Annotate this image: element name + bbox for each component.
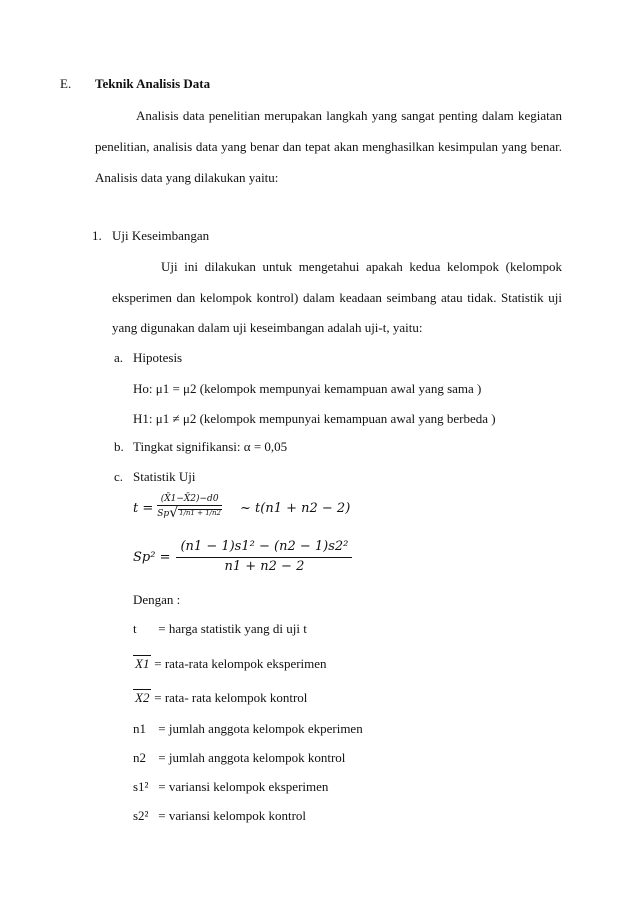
subsection-number: 1.	[92, 228, 102, 243]
t-formula-denominator: Sp√1/n1 + 1/n2	[157, 504, 221, 521]
sp-formula-lhs: Sp² =	[133, 549, 171, 565]
item-c-label: c.	[114, 469, 124, 484]
definition-desc: = variansi kelompok eksperimen	[158, 779, 329, 794]
hypothesis-h0: Ho: μ1 = μ2 (kelompok mempunyai kemampuan awal yang sama )	[133, 381, 482, 396]
definition-row	[133, 779, 328, 795]
pooled-variance-formula	[133, 537, 352, 577]
definition-symbol: X2	[135, 690, 150, 705]
section-letter: E.	[60, 76, 72, 91]
definition-desc: = rata-rata kelompok eksperimen	[154, 656, 327, 671]
definition-row	[133, 750, 345, 766]
t-formula-sp: Sp	[157, 508, 170, 519]
definition-row	[133, 808, 306, 824]
t-statistic-formula	[133, 488, 350, 528]
section-paragraph-line-1: Analisis data penelitian merupakan langkah yang sangat penting dalam kegiatan	[136, 108, 562, 123]
item-a-label: a.	[114, 350, 124, 365]
item-b-label: b.	[114, 439, 124, 454]
definition-symbol: s2²	[133, 808, 149, 823]
definition-row	[133, 689, 307, 706]
item-b-title: Tingkat signifikansi: α = 0,05	[133, 439, 288, 454]
definition-symbol: s1²	[133, 779, 149, 794]
definition-desc: = jumlah anggota kelompok kontrol	[158, 750, 346, 765]
section-title: Teknik Analisis Data	[95, 76, 211, 91]
section-paragraph-line-2: penelitian, analisis data yang benar dan tepat akan menghasilkan kesimpulan yang benar.	[95, 139, 562, 154]
t-formula-sqrt-b: 1/n2	[205, 509, 221, 518]
definition-symbol: n2	[133, 750, 146, 765]
definition-row	[133, 721, 363, 737]
definitions-intro: Dengan :	[133, 592, 181, 607]
subsection-paragraph-line-2: eksperimen dan kelompok kontrol) dalam keadaan seimbang atau tidak. Statistik uji	[112, 290, 562, 305]
sp-formula-numerator: (n1 − 1)s1² − (n2 − 1)s2²	[176, 540, 352, 557]
t-formula-sqrt: 1/n1 + 1/n2	[179, 509, 221, 518]
t-formula-fraction	[157, 495, 222, 521]
definition-symbol: n1	[133, 721, 146, 736]
definition-desc: = variansi kelompok kontrol	[158, 808, 307, 823]
t-formula-numerator: (X̄1−X̄2)−d0	[157, 495, 222, 506]
section-paragraph-line-3: Analisis data yang dilakukan yaitu:	[95, 170, 279, 185]
definition-desc: = jumlah anggota kelompok ekperimen	[158, 721, 363, 736]
definition-desc: = harga statistik yang di uji t	[158, 621, 307, 636]
t-formula-sqrt-a: 1/n1	[179, 509, 195, 518]
definition-symbol: t	[133, 621, 137, 636]
sp-formula-denominator: n1 + n2 − 2	[224, 558, 305, 574]
definition-desc: = rata- rata kelompok kontrol	[154, 690, 308, 705]
subsection-title: Uji Keseimbangan	[112, 228, 210, 243]
t-formula-distribution: ~ t(n1 + n2 − 2)	[240, 500, 351, 516]
definition-row	[133, 655, 327, 672]
definition-symbol: X1	[135, 656, 150, 671]
subsection-paragraph-line-1: Uji ini dilakukan untuk mengetahui apakah kedua kelompok (kelompok	[161, 259, 562, 274]
t-formula-lhs: t =	[133, 500, 154, 516]
sp-formula-fraction	[176, 540, 352, 574]
item-a-title: Hipotesis	[133, 350, 183, 365]
definition-row	[133, 621, 307, 637]
item-c-title: Statistik Uji	[133, 469, 196, 484]
hypothesis-h1: H1: μ1 ≠ μ2 (kelompok mempunyai kemampuan awal yang berbeda )	[133, 411, 496, 426]
subsection-paragraph-line-3: yang digunakan dalam uji keseimbangan adalah uji-t, yaitu:	[112, 320, 423, 335]
